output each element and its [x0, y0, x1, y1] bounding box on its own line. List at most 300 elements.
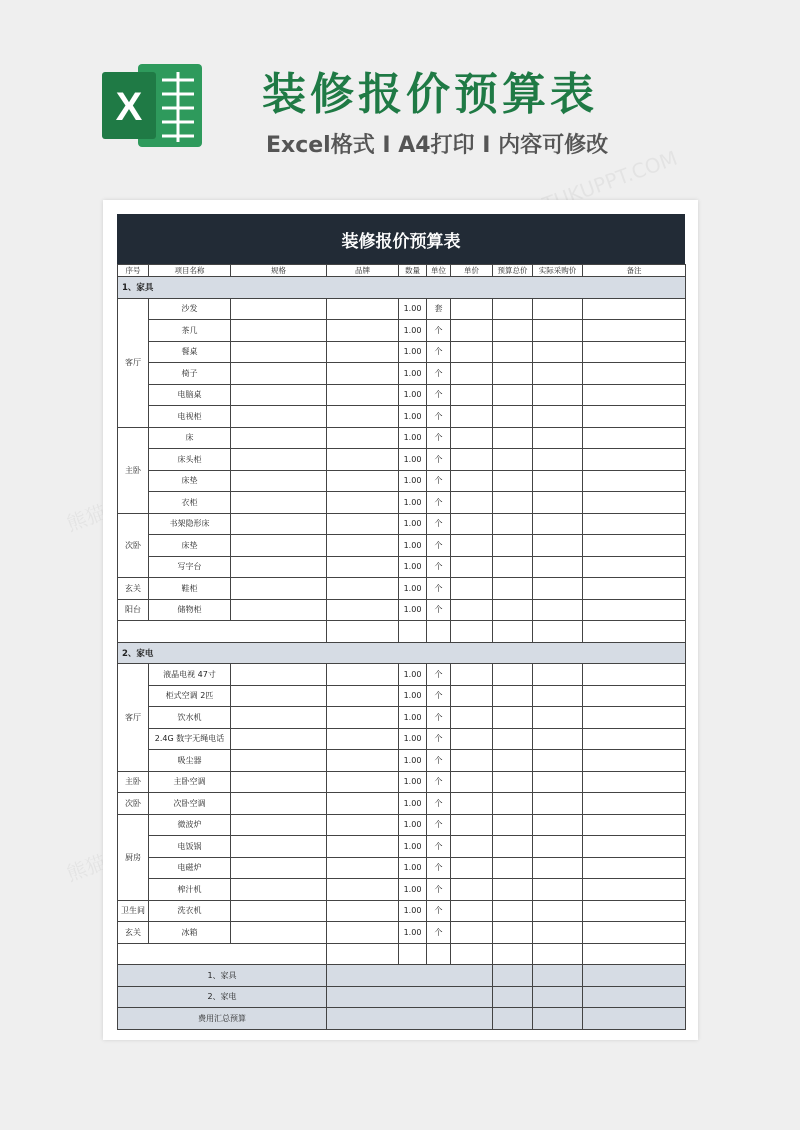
budget-total-cell[interactable] — [493, 900, 533, 922]
unit-cell[interactable]: 个 — [427, 470, 451, 492]
quantity-cell[interactable]: 1.00 — [399, 384, 427, 406]
actual-price-cell[interactable] — [533, 298, 583, 320]
item-name-cell[interactable]: 榨汁机 — [149, 879, 231, 901]
item-name-cell[interactable]: 床垫 — [149, 470, 231, 492]
item-name-cell[interactable]: 床 — [149, 427, 231, 449]
brand-cell[interactable] — [327, 814, 399, 836]
item-name-cell[interactable]: 沙发 — [149, 298, 231, 320]
unit-cell[interactable]: 个 — [427, 449, 451, 471]
spec-cell[interactable] — [231, 384, 327, 406]
budget-total-cell[interactable] — [493, 836, 533, 858]
blank-cell[interactable] — [533, 943, 583, 965]
remark-cell[interactable] — [583, 599, 686, 621]
remark-cell[interactable] — [583, 771, 686, 793]
item-name-cell[interactable]: 吸尘器 — [149, 750, 231, 772]
remark-cell[interactable] — [583, 857, 686, 879]
unit-cell[interactable]: 个 — [427, 535, 451, 557]
unit-cell[interactable]: 个 — [427, 384, 451, 406]
quantity-cell[interactable]: 1.00 — [399, 320, 427, 342]
unit-price-cell[interactable] — [451, 449, 493, 471]
quantity-cell[interactable]: 1.00 — [399, 298, 427, 320]
summary-label[interactable]: 1、家具 — [118, 965, 327, 987]
unit-cell[interactable]: 个 — [427, 857, 451, 879]
unit-cell[interactable]: 个 — [427, 556, 451, 578]
spec-cell[interactable] — [231, 449, 327, 471]
spec-cell[interactable] — [231, 556, 327, 578]
summary-value-cell[interactable] — [327, 965, 493, 987]
remark-cell[interactable] — [583, 578, 686, 600]
spec-cell[interactable] — [231, 707, 327, 729]
unit-cell[interactable]: 个 — [427, 341, 451, 363]
brand-cell[interactable] — [327, 857, 399, 879]
unit-price-cell[interactable] — [451, 578, 493, 600]
item-name-cell[interactable]: 柜式空调 2匹 — [149, 685, 231, 707]
brand-cell[interactable] — [327, 406, 399, 428]
item-name-cell[interactable]: 液晶电视 47寸 — [149, 664, 231, 686]
brand-cell[interactable] — [327, 449, 399, 471]
unit-cell[interactable]: 个 — [427, 922, 451, 944]
unit-price-cell[interactable] — [451, 363, 493, 385]
brand-cell[interactable] — [327, 922, 399, 944]
spec-cell[interactable] — [231, 793, 327, 815]
item-name-cell[interactable]: 茶几 — [149, 320, 231, 342]
budget-total-cell[interactable] — [493, 406, 533, 428]
summary-value-cell[interactable] — [327, 1008, 493, 1030]
spec-cell[interactable] — [231, 922, 327, 944]
table-row — [118, 298, 686, 320]
brand-cell[interactable] — [327, 556, 399, 578]
quantity-cell[interactable]: 1.00 — [399, 857, 427, 879]
unit-price-cell[interactable] — [451, 427, 493, 449]
summary-value-cell[interactable] — [327, 986, 493, 1008]
quantity-cell[interactable]: 1.00 — [399, 707, 427, 729]
actual-price-cell[interactable] — [533, 492, 583, 514]
quantity-cell[interactable]: 1.00 — [399, 513, 427, 535]
actual-price-cell[interactable] — [533, 836, 583, 858]
actual-price-cell[interactable] — [533, 341, 583, 363]
actual-price-cell[interactable] — [533, 535, 583, 557]
room-cell[interactable]: 次卧 — [118, 793, 149, 815]
budget-total-cell[interactable] — [493, 771, 533, 793]
item-name-cell[interactable]: 电磁炉 — [149, 857, 231, 879]
blank-cell[interactable] — [533, 621, 583, 643]
blank-cell[interactable] — [399, 943, 427, 965]
brand-cell[interactable] — [327, 492, 399, 514]
blank-cell[interactable] — [427, 943, 451, 965]
brand-cell[interactable] — [327, 341, 399, 363]
actual-price-cell[interactable] — [533, 427, 583, 449]
remark-cell[interactable] — [583, 427, 686, 449]
unit-cell[interactable]: 个 — [427, 578, 451, 600]
unit-cell[interactable]: 个 — [427, 879, 451, 901]
room-cell[interactable]: 客厅 — [118, 664, 149, 772]
room-cell[interactable]: 客厅 — [118, 298, 149, 427]
spec-cell[interactable] — [231, 427, 327, 449]
quantity-cell[interactable]: 1.00 — [399, 492, 427, 514]
summary-actual-cell[interactable] — [533, 986, 583, 1008]
unit-price-cell[interactable] — [451, 384, 493, 406]
budget-total-cell[interactable] — [493, 707, 533, 729]
remark-cell[interactable] — [583, 922, 686, 944]
quantity-cell[interactable]: 1.00 — [399, 879, 427, 901]
unit-cell[interactable]: 个 — [427, 427, 451, 449]
spec-cell[interactable] — [231, 470, 327, 492]
spec-cell[interactable] — [231, 363, 327, 385]
table-row — [118, 578, 686, 600]
remark-cell[interactable] — [583, 556, 686, 578]
unit-price-cell[interactable] — [451, 750, 493, 772]
summary-label[interactable]: 费用汇总预算 — [118, 1008, 327, 1030]
item-name-cell[interactable]: 次卧空调 — [149, 793, 231, 815]
item-name-cell[interactable]: 床垫 — [149, 535, 231, 557]
unit-cell[interactable]: 个 — [427, 664, 451, 686]
unit-cell[interactable]: 个 — [427, 771, 451, 793]
brand-cell[interactable] — [327, 771, 399, 793]
unit-price-cell[interactable] — [451, 664, 493, 686]
unit-cell[interactable]: 个 — [427, 814, 451, 836]
quantity-cell[interactable]: 1.00 — [399, 341, 427, 363]
remark-cell[interactable] — [583, 470, 686, 492]
brand-cell[interactable] — [327, 750, 399, 772]
quantity-cell[interactable]: 1.00 — [399, 922, 427, 944]
spec-cell[interactable] — [231, 578, 327, 600]
room-cell[interactable]: 主卧 — [118, 771, 149, 793]
actual-price-cell[interactable] — [533, 771, 583, 793]
item-name-cell[interactable]: 主卧空调 — [149, 771, 231, 793]
actual-price-cell[interactable] — [533, 578, 583, 600]
budget-total-cell[interactable] — [493, 535, 533, 557]
unit-price-cell[interactable] — [451, 535, 493, 557]
actual-price-cell[interactable] — [533, 728, 583, 750]
blank-cell[interactable] — [118, 943, 327, 965]
actual-price-cell[interactable] — [533, 793, 583, 815]
unit-cell[interactable]: 个 — [427, 793, 451, 815]
unit-price-cell[interactable] — [451, 707, 493, 729]
spec-cell[interactable] — [231, 513, 327, 535]
summary-remark-cell[interactable] — [583, 1008, 686, 1030]
actual-price-cell[interactable] — [533, 449, 583, 471]
remark-cell[interactable] — [583, 879, 686, 901]
quantity-cell[interactable]: 1.00 — [399, 578, 427, 600]
summary-budget-cell[interactable] — [493, 986, 533, 1008]
spec-cell[interactable] — [231, 685, 327, 707]
brand-cell[interactable] — [327, 363, 399, 385]
remark-cell[interactable] — [583, 900, 686, 922]
remark-cell[interactable] — [583, 298, 686, 320]
unit-price-cell[interactable] — [451, 922, 493, 944]
actual-price-cell[interactable] — [533, 599, 583, 621]
spec-cell[interactable] — [231, 406, 327, 428]
brand-cell[interactable] — [327, 535, 399, 557]
budget-total-cell[interactable] — [493, 578, 533, 600]
quantity-cell[interactable]: 1.00 — [399, 836, 427, 858]
unit-price-cell[interactable] — [451, 470, 493, 492]
quantity-cell[interactable]: 1.00 — [399, 900, 427, 922]
remark-cell[interactable] — [583, 836, 686, 858]
blank-cell[interactable] — [327, 621, 399, 643]
remark-cell[interactable] — [583, 728, 686, 750]
item-name-cell[interactable]: 写字台 — [149, 556, 231, 578]
remark-cell[interactable] — [583, 363, 686, 385]
budget-total-cell[interactable] — [493, 685, 533, 707]
spec-cell[interactable] — [231, 750, 327, 772]
actual-price-cell[interactable] — [533, 814, 583, 836]
actual-price-cell[interactable] — [533, 857, 583, 879]
room-cell[interactable]: 主卧 — [118, 427, 149, 513]
brand-cell[interactable] — [327, 427, 399, 449]
quantity-cell[interactable]: 1.00 — [399, 664, 427, 686]
remark-cell[interactable] — [583, 384, 686, 406]
item-name-cell[interactable]: 洗衣机 — [149, 900, 231, 922]
unit-cell[interactable]: 个 — [427, 363, 451, 385]
remark-cell[interactable] — [583, 320, 686, 342]
spec-cell[interactable] — [231, 341, 327, 363]
unit-price-cell[interactable] — [451, 793, 493, 815]
budget-total-cell[interactable] — [493, 922, 533, 944]
actual-price-cell[interactable] — [533, 707, 583, 729]
item-name-cell[interactable]: 鞋柜 — [149, 578, 231, 600]
brand-cell[interactable] — [327, 793, 399, 815]
brand-cell[interactable] — [327, 470, 399, 492]
remark-cell[interactable] — [583, 750, 686, 772]
budget-total-cell[interactable] — [493, 492, 533, 514]
brand-cell[interactable] — [327, 384, 399, 406]
room-cell[interactable]: 阳台 — [118, 599, 149, 621]
unit-price-cell[interactable] — [451, 879, 493, 901]
unit-cell[interactable]: 个 — [427, 599, 451, 621]
unit-cell[interactable]: 个 — [427, 320, 451, 342]
spec-cell[interactable] — [231, 814, 327, 836]
budget-total-cell[interactable] — [493, 664, 533, 686]
quantity-cell[interactable]: 1.00 — [399, 728, 427, 750]
item-name-cell[interactable]: 饮水机 — [149, 707, 231, 729]
unit-price-cell[interactable] — [451, 341, 493, 363]
budget-total-cell[interactable] — [493, 857, 533, 879]
quantity-cell[interactable]: 1.00 — [399, 556, 427, 578]
budget-total-cell[interactable] — [493, 363, 533, 385]
room-cell[interactable]: 卫生间 — [118, 900, 149, 922]
unit-price-cell[interactable] — [451, 556, 493, 578]
item-name-cell[interactable]: 椅子 — [149, 363, 231, 385]
spec-cell[interactable] — [231, 492, 327, 514]
summary-remark-cell[interactable] — [583, 965, 686, 987]
actual-price-cell[interactable] — [533, 900, 583, 922]
unit-price-cell[interactable] — [451, 685, 493, 707]
budget-total-cell[interactable] — [493, 556, 533, 578]
quantity-cell[interactable]: 1.00 — [399, 427, 427, 449]
actual-price-cell[interactable] — [533, 384, 583, 406]
blank-cell[interactable] — [327, 943, 399, 965]
quantity-cell[interactable]: 1.00 — [399, 449, 427, 471]
remark-cell[interactable] — [583, 664, 686, 686]
unit-price-cell[interactable] — [451, 728, 493, 750]
spec-cell[interactable] — [231, 771, 327, 793]
unit-price-cell[interactable] — [451, 513, 493, 535]
unit-price-cell[interactable] — [451, 771, 493, 793]
item-name-cell[interactable]: 电饭锅 — [149, 836, 231, 858]
room-cell[interactable]: 次卧 — [118, 513, 149, 578]
remark-cell[interactable] — [583, 492, 686, 514]
quantity-cell[interactable]: 1.00 — [399, 685, 427, 707]
actual-price-cell[interactable] — [533, 664, 583, 686]
blank-row — [118, 943, 686, 965]
unit-cell[interactable]: 套 — [427, 298, 451, 320]
item-name-cell[interactable]: 餐桌 — [149, 341, 231, 363]
quantity-cell[interactable]: 1.00 — [399, 771, 427, 793]
brand-cell[interactable] — [327, 664, 399, 686]
blank-cell[interactable] — [493, 621, 533, 643]
remark-cell[interactable] — [583, 535, 686, 557]
blank-cell[interactable] — [451, 621, 493, 643]
quantity-cell[interactable]: 1.00 — [399, 750, 427, 772]
unit-cell[interactable]: 个 — [427, 728, 451, 750]
brand-cell[interactable] — [327, 320, 399, 342]
unit-price-cell[interactable] — [451, 814, 493, 836]
blank-cell[interactable] — [399, 621, 427, 643]
item-name-cell[interactable]: 冰箱 — [149, 922, 231, 944]
unit-cell[interactable]: 个 — [427, 900, 451, 922]
spec-cell[interactable] — [231, 535, 327, 557]
remark-cell[interactable] — [583, 449, 686, 471]
table-row — [118, 449, 686, 471]
unit-cell[interactable]: 个 — [427, 513, 451, 535]
remark-cell[interactable] — [583, 406, 686, 428]
unit-cell[interactable]: 个 — [427, 492, 451, 514]
actual-price-cell[interactable] — [533, 320, 583, 342]
remark-cell[interactable] — [583, 341, 686, 363]
summary-actual-cell[interactable] — [533, 1008, 583, 1030]
remark-cell[interactable] — [583, 513, 686, 535]
brand-cell[interactable] — [327, 900, 399, 922]
budget-total-cell[interactable] — [493, 449, 533, 471]
spec-cell[interactable] — [231, 879, 327, 901]
quantity-cell[interactable]: 1.00 — [399, 363, 427, 385]
spec-cell[interactable] — [231, 857, 327, 879]
quantity-cell[interactable]: 1.00 — [399, 535, 427, 557]
unit-price-cell[interactable] — [451, 857, 493, 879]
actual-price-cell[interactable] — [533, 750, 583, 772]
summary-budget-cell[interactable] — [493, 965, 533, 987]
remark-cell[interactable] — [583, 707, 686, 729]
spec-cell[interactable] — [231, 298, 327, 320]
budget-total-cell[interactable] — [493, 879, 533, 901]
actual-price-cell[interactable] — [533, 879, 583, 901]
item-name-cell[interactable]: 储物柜 — [149, 599, 231, 621]
remark-cell[interactable] — [583, 793, 686, 815]
budget-total-cell[interactable] — [493, 470, 533, 492]
blank-cell[interactable] — [583, 621, 686, 643]
unit-price-cell[interactable] — [451, 406, 493, 428]
unit-price-cell[interactable] — [451, 492, 493, 514]
quantity-cell[interactable]: 1.00 — [399, 470, 427, 492]
actual-price-cell[interactable] — [533, 685, 583, 707]
blank-cell[interactable] — [118, 621, 327, 643]
unit-price-cell[interactable] — [451, 836, 493, 858]
brand-cell[interactable] — [327, 513, 399, 535]
item-name-cell[interactable]: 微波炉 — [149, 814, 231, 836]
remark-cell[interactable] — [583, 685, 686, 707]
summary-remark-cell[interactable] — [583, 986, 686, 1008]
brand-cell[interactable] — [327, 685, 399, 707]
budget-total-cell[interactable] — [493, 427, 533, 449]
logo-letter: X — [115, 85, 143, 129]
budget-total-cell[interactable] — [493, 384, 533, 406]
actual-price-cell[interactable] — [533, 556, 583, 578]
unit-price-cell[interactable] — [451, 900, 493, 922]
spec-cell[interactable] — [231, 900, 327, 922]
brand-cell[interactable] — [327, 836, 399, 858]
blank-row — [118, 621, 686, 643]
actual-price-cell[interactable] — [533, 513, 583, 535]
unit-price-cell[interactable] — [451, 320, 493, 342]
unit-cell[interactable]: 个 — [427, 836, 451, 858]
actual-price-cell[interactable] — [533, 406, 583, 428]
brand-cell[interactable] — [327, 599, 399, 621]
unit-cell[interactable]: 个 — [427, 750, 451, 772]
summary-actual-cell[interactable] — [533, 965, 583, 987]
budget-total-cell[interactable] — [493, 341, 533, 363]
budget-total-cell[interactable] — [493, 298, 533, 320]
actual-price-cell[interactable] — [533, 363, 583, 385]
blank-cell[interactable] — [427, 621, 451, 643]
unit-cell[interactable]: 个 — [427, 685, 451, 707]
actual-price-cell[interactable] — [533, 922, 583, 944]
blank-cell[interactable] — [493, 943, 533, 965]
brand-cell[interactable] — [327, 707, 399, 729]
summary-budget-cell[interactable] — [493, 1008, 533, 1030]
unit-price-cell[interactable] — [451, 599, 493, 621]
budget-total-cell[interactable] — [493, 320, 533, 342]
unit-cell[interactable]: 个 — [427, 406, 451, 428]
blank-cell[interactable] — [583, 943, 686, 965]
summary-label[interactable]: 2、家电 — [118, 986, 327, 1008]
item-name-cell[interactable]: 电脑桌 — [149, 384, 231, 406]
brand-cell[interactable] — [327, 578, 399, 600]
unit-price-cell[interactable] — [451, 298, 493, 320]
item-name-cell[interactable]: 2.4G 数字无绳电话 — [149, 728, 231, 750]
budget-total-cell[interactable] — [493, 814, 533, 836]
spec-cell[interactable] — [231, 728, 327, 750]
quantity-cell[interactable]: 1.00 — [399, 793, 427, 815]
item-name-cell[interactable]: 床头柜 — [149, 449, 231, 471]
item-name-cell[interactable]: 电视柜 — [149, 406, 231, 428]
room-cell[interactable]: 玄关 — [118, 922, 149, 944]
actual-price-cell[interactable] — [533, 470, 583, 492]
spec-cell[interactable] — [231, 664, 327, 686]
item-name-cell[interactable]: 衣柜 — [149, 492, 231, 514]
brand-cell[interactable] — [327, 728, 399, 750]
budget-total-cell[interactable] — [493, 513, 533, 535]
budget-total-cell[interactable] — [493, 599, 533, 621]
item-name-cell[interactable]: 书架隐形床 — [149, 513, 231, 535]
room-cell[interactable]: 厨房 — [118, 814, 149, 900]
blank-cell[interactable] — [451, 943, 493, 965]
spec-cell[interactable] — [231, 836, 327, 858]
remark-cell[interactable] — [583, 814, 686, 836]
brand-cell[interactable] — [327, 298, 399, 320]
unit-cell[interactable]: 个 — [427, 707, 451, 729]
budget-total-cell[interactable] — [493, 728, 533, 750]
spec-cell[interactable] — [231, 599, 327, 621]
room-cell[interactable]: 玄关 — [118, 578, 149, 600]
quantity-cell[interactable]: 1.00 — [399, 599, 427, 621]
quantity-cell[interactable]: 1.00 — [399, 406, 427, 428]
quantity-cell[interactable]: 1.00 — [399, 814, 427, 836]
brand-cell[interactable] — [327, 879, 399, 901]
spec-cell[interactable] — [231, 320, 327, 342]
budget-total-cell[interactable] — [493, 750, 533, 772]
budget-total-cell[interactable] — [493, 793, 533, 815]
